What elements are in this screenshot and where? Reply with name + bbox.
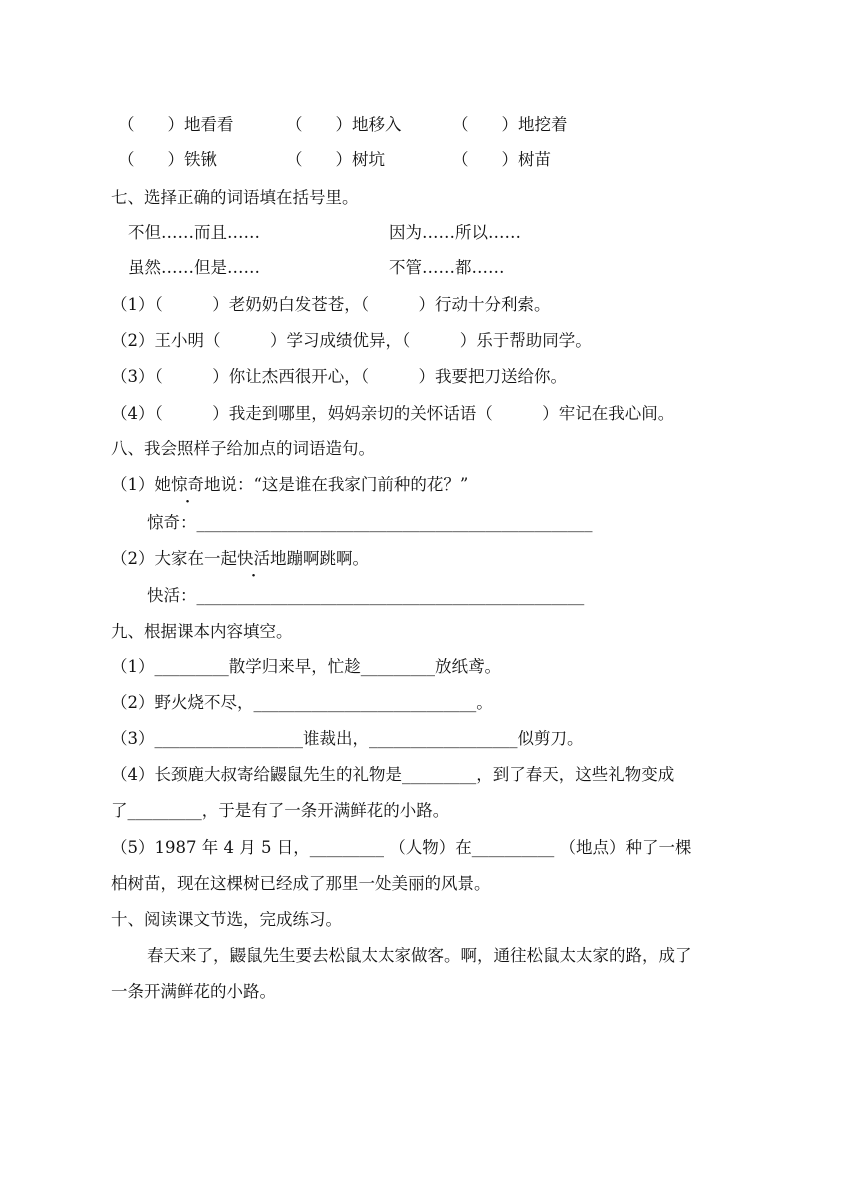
q9-line: （3）__________________谁裁出，__________________似剪刀。 bbox=[111, 729, 584, 748]
q9-line: （5）1987 年 4 月 5 日，_________ （人物）在__________ （地点）种了一棵 bbox=[111, 838, 692, 857]
q7-option: 虽然……但是…… bbox=[128, 258, 260, 277]
q10-passage-line: 一条开满鲜花的小路。 bbox=[111, 982, 276, 1001]
q9-title: 九、根据课本内容填空。 bbox=[111, 622, 293, 641]
q7-item: （3）（ ）你让杰西很开心，（ ）我要把刀送给你。 bbox=[111, 367, 567, 386]
q8-title: 八、我会照样子给加点的词语造句。 bbox=[111, 439, 375, 458]
q8-answer-1: 惊奇：________________________________________________ bbox=[147, 513, 593, 532]
q7-item: （4）（ ）我走到哪里，妈妈亲切的关怀话语（ ）牢记在我心间。 bbox=[111, 404, 675, 423]
q7-option: 不但……而且…… bbox=[128, 223, 260, 242]
q8-item-2 bbox=[111, 548, 369, 570]
q10-title: 十、阅读课文节选，完成练习。 bbox=[111, 910, 342, 929]
q8-item-1-post: 地说：“这是谁在我家门前种的花？” bbox=[204, 475, 469, 494]
q7-item: （2）王小明（ ）学习成绩优异，（ ）乐于帮助同学。 bbox=[111, 331, 592, 350]
vocab-blank: （ ）地挖着 bbox=[452, 115, 568, 134]
q9-line: 了_________，于是有了一条开满鲜花的小路。 bbox=[111, 801, 450, 820]
q7-option: 不管……都…… bbox=[389, 258, 505, 277]
vocab-blank: （ ）地看看 bbox=[118, 115, 234, 134]
q8-item-1-pre: （1）她 bbox=[111, 475, 171, 494]
q8-item-1 bbox=[111, 474, 468, 496]
q10-passage-line: 春天来了，鼹鼠先生要去松鼠太太家做客。啊，通往松鼠太太家的路，成了 bbox=[147, 946, 692, 965]
vocab-blank: （ ）铁锹 bbox=[118, 150, 217, 169]
q7-title: 七、选择正确的词语填在括号里。 bbox=[111, 188, 359, 207]
q7-item: （1）（ ）老奶奶白发苍苍，（ ）行动十分利索。 bbox=[111, 295, 551, 314]
emphasized-word: 惊奇 bbox=[171, 475, 204, 494]
q8-item-2-post: 地蹦啊跳啊。 bbox=[270, 549, 369, 568]
q9-line: （1）_________散学归来早，忙趁_________放纸鸢。 bbox=[111, 657, 501, 676]
q9-line: （4）长颈鹿大叔寄给鼹鼠先生的礼物是_________，到了春天，这些礼物变成 bbox=[111, 765, 675, 784]
q9-line: 柏树苗，现在这棵树已经成了那里一处美丽的风景。 bbox=[111, 874, 491, 893]
vocab-blank: （ ）地移入 bbox=[286, 115, 402, 134]
emphasized-word: 快活 bbox=[237, 549, 270, 568]
q7-option: 因为……所以…… bbox=[389, 223, 521, 242]
q9-line: （2）野火烧不尽，___________________________。 bbox=[111, 693, 493, 712]
vocab-blank: （ ）树坑 bbox=[286, 150, 385, 169]
q8-item-2-pre: （2）大家在一起 bbox=[111, 549, 237, 568]
q8-answer-2: 快活：_______________________________________________ bbox=[147, 586, 585, 605]
vocab-blank: （ ）树苗 bbox=[452, 150, 551, 169]
